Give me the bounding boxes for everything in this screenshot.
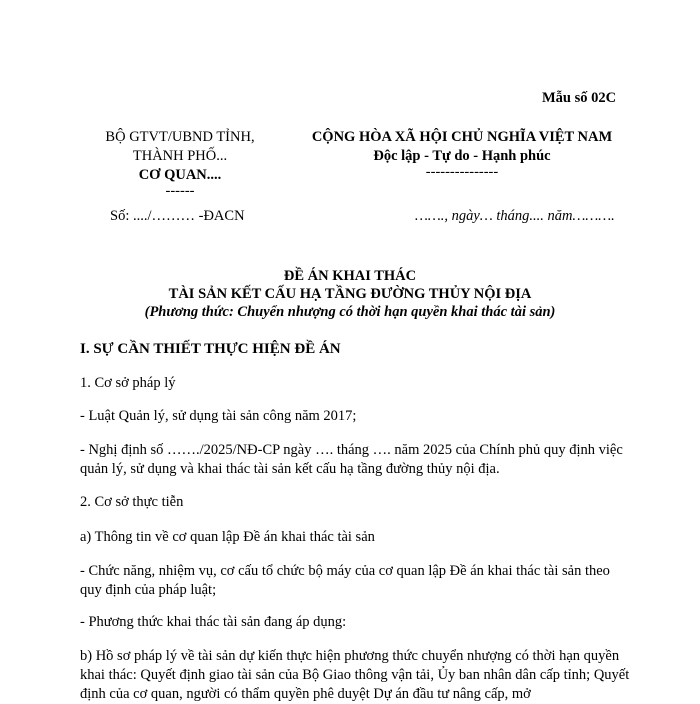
form-number-label: Mẫu số 02C [542,90,617,106]
paragraph-law-reference: - Luật Quản lý, sử dụng tài sản công năm 2017; [80,408,357,424]
section-heading-1: I. SỰ CẦN THIẾT THỰC HIỆN ĐỀ ÁN [80,341,341,357]
agency-line-1: BỘ GTVT/UBND TỈNH, [105,129,255,145]
paragraph-practical-basis-heading: 2. Cơ sở thực tiễn [80,494,184,510]
paragraph-agency-info: a) Thông tin về cơ quan lập Đề án khai thác tài sản [80,529,375,545]
paragraph-legal-basis-heading: 1. Cơ sở pháp lý [80,375,176,391]
paragraph-legal-records: b) Hồ sơ pháp lý về tài sản dự kiến thực hiện phương thức chuyển nhượng có thời hạn quyền khai thác: Quyết định giao tài sản của Bộ Giao thông vận tải, Ủy ban nhân dân cấp tỉnh; Quyết định của cơ quan, người có thẩm quyền phê duyệt Dự án đầu tư nâng cấp, mở [80,648,630,702]
place-and-date: ……., ngày… tháng.... năm………. [415,208,615,224]
national-motto: Độc lập - Tự do - Hạnh phúc [373,148,551,164]
document-title-line-2: TÀI SẢN KẾT CẤU HẠ TẦNG ĐƯỜNG THỦY NỘI ĐỊA [168,286,532,302]
document-subtitle: (Phương thức: Chuyển nhượng có thời hạn quyền khai thác tài sản) [144,304,556,320]
document-title-block [0,267,700,321]
national-title: CỘNG HÒA XÃ HỘI CHỦ NGHĨA VIỆT NAM [311,129,613,145]
document-title-line-1: ĐỀ ÁN KHAI THÁC [283,268,417,284]
national-motto-block [278,128,646,178]
document-number: Số: ..../……… -ĐACN [110,208,245,224]
agency-line-2: THÀNH PHỐ... [132,148,228,164]
agency-rule: ------ [165,183,195,199]
agency-line-3: CƠ QUAN.... [138,167,222,183]
national-rule: --------------- [425,164,499,180]
issuing-agency-block [60,128,300,197]
paragraph-functions: - Chức năng, nhiệm vụ, cơ cấu tổ chức bộ máy của cơ quan lập Đề án khai thác tài sản theo quy định của pháp luật; [80,563,610,598]
paragraph-current-method: - Phương thức khai thác tài sản đang áp dụng: [80,614,347,630]
paragraph-decree-reference: - Nghị định số ……./2025/NĐ-CP ngày …. tháng …. năm 2025 của Chính phủ quy định việc quản lý, sử dụng và khai thác tài sản kết cấu hạ tầng đường thủy nội địa. [80,442,623,477]
